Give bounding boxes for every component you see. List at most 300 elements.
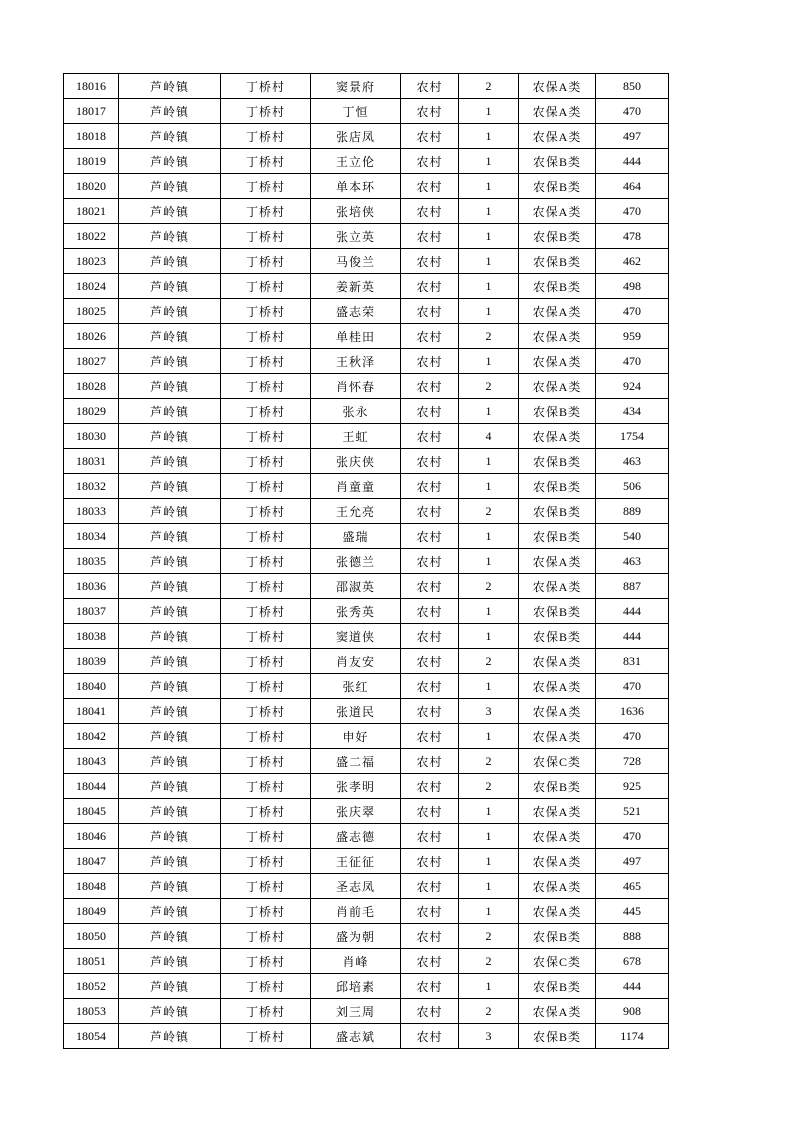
cell-person_name: 盛瑞 <box>311 524 401 549</box>
cell-amount: 887 <box>596 574 669 599</box>
cell-town: 芦岭镇 <box>119 999 221 1024</box>
table-body <box>64 74 669 1049</box>
cell-village: 丁桥村 <box>221 99 311 124</box>
cell-village: 丁桥村 <box>221 349 311 374</box>
cell-village: 丁桥村 <box>221 274 311 299</box>
cell-village: 丁桥村 <box>221 324 311 349</box>
cell-insurance_class: 农保B类 <box>519 149 596 174</box>
cell-amount: 444 <box>596 149 669 174</box>
cell-insurance_class: 农保B类 <box>519 624 596 649</box>
cell-area_type: 农村 <box>401 649 459 674</box>
cell-count: 2 <box>459 324 519 349</box>
cell-area_type: 农村 <box>401 974 459 999</box>
cell-id: 18044 <box>64 774 119 799</box>
cell-town: 芦岭镇 <box>119 724 221 749</box>
table-row <box>64 899 669 924</box>
cell-village: 丁桥村 <box>221 1024 311 1049</box>
cell-area_type: 农村 <box>401 449 459 474</box>
cell-amount: 470 <box>596 299 669 324</box>
cell-village: 丁桥村 <box>221 374 311 399</box>
cell-area_type: 农村 <box>401 524 459 549</box>
cell-person_name: 张店凤 <box>311 124 401 149</box>
cell-village: 丁桥村 <box>221 549 311 574</box>
cell-village: 丁桥村 <box>221 699 311 724</box>
table-row <box>64 399 669 424</box>
cell-count: 2 <box>459 774 519 799</box>
cell-insurance_class: 农保A类 <box>519 699 596 724</box>
cell-village: 丁桥村 <box>221 499 311 524</box>
cell-town: 芦岭镇 <box>119 274 221 299</box>
cell-area_type: 农村 <box>401 274 459 299</box>
cell-amount: 463 <box>596 549 669 574</box>
cell-id: 18017 <box>64 99 119 124</box>
cell-insurance_class: 农保A类 <box>519 724 596 749</box>
cell-id: 18042 <box>64 724 119 749</box>
cell-amount: 463 <box>596 449 669 474</box>
cell-village: 丁桥村 <box>221 774 311 799</box>
cell-insurance_class: 农保B类 <box>519 224 596 249</box>
cell-person_name: 王征征 <box>311 849 401 874</box>
table-row <box>64 124 669 149</box>
table-row <box>64 249 669 274</box>
cell-count: 1 <box>459 799 519 824</box>
cell-amount: 444 <box>596 974 669 999</box>
cell-person_name: 姜新英 <box>311 274 401 299</box>
cell-insurance_class: 农保A类 <box>519 899 596 924</box>
cell-area_type: 农村 <box>401 174 459 199</box>
cell-amount: 540 <box>596 524 669 549</box>
cell-village: 丁桥村 <box>221 399 311 424</box>
table-row <box>64 449 669 474</box>
cell-person_name: 王立伦 <box>311 149 401 174</box>
cell-amount: 444 <box>596 599 669 624</box>
cell-id: 18036 <box>64 574 119 599</box>
cell-person_name: 王允亮 <box>311 499 401 524</box>
table-row <box>64 649 669 674</box>
cell-id: 18034 <box>64 524 119 549</box>
cell-area_type: 农村 <box>401 499 459 524</box>
cell-town: 芦岭镇 <box>119 74 221 99</box>
cell-area_type: 农村 <box>401 899 459 924</box>
cell-town: 芦岭镇 <box>119 549 221 574</box>
cell-person_name: 张道民 <box>311 699 401 724</box>
cell-count: 1 <box>459 149 519 174</box>
cell-insurance_class: 农保B类 <box>519 924 596 949</box>
cell-id: 18039 <box>64 649 119 674</box>
cell-count: 1 <box>459 99 519 124</box>
cell-village: 丁桥村 <box>221 949 311 974</box>
cell-amount: 506 <box>596 474 669 499</box>
cell-insurance_class: 农保A类 <box>519 649 596 674</box>
cell-town: 芦岭镇 <box>119 149 221 174</box>
cell-amount: 888 <box>596 924 669 949</box>
cell-village: 丁桥村 <box>221 449 311 474</box>
cell-area_type: 农村 <box>401 699 459 724</box>
cell-town: 芦岭镇 <box>119 749 221 774</box>
cell-town: 芦岭镇 <box>119 224 221 249</box>
cell-area_type: 农村 <box>401 374 459 399</box>
cell-area_type: 农村 <box>401 674 459 699</box>
cell-id: 18026 <box>64 324 119 349</box>
cell-town: 芦岭镇 <box>119 699 221 724</box>
cell-person_name: 盛为朝 <box>311 924 401 949</box>
table-row <box>64 349 669 374</box>
cell-id: 18021 <box>64 199 119 224</box>
cell-count: 3 <box>459 699 519 724</box>
cell-insurance_class: 农保A类 <box>519 124 596 149</box>
cell-person_name: 刘三周 <box>311 999 401 1024</box>
cell-insurance_class: 农保A类 <box>519 299 596 324</box>
table-row <box>64 299 669 324</box>
cell-town: 芦岭镇 <box>119 849 221 874</box>
cell-village: 丁桥村 <box>221 724 311 749</box>
cell-area_type: 农村 <box>401 399 459 424</box>
cell-id: 18051 <box>64 949 119 974</box>
cell-village: 丁桥村 <box>221 574 311 599</box>
cell-count: 1 <box>459 874 519 899</box>
cell-village: 丁桥村 <box>221 174 311 199</box>
cell-town: 芦岭镇 <box>119 1024 221 1049</box>
cell-town: 芦岭镇 <box>119 499 221 524</box>
cell-count: 1 <box>459 624 519 649</box>
cell-id: 18019 <box>64 149 119 174</box>
cell-area_type: 农村 <box>401 99 459 124</box>
cell-area_type: 农村 <box>401 299 459 324</box>
cell-insurance_class: 农保B类 <box>519 174 596 199</box>
cell-village: 丁桥村 <box>221 924 311 949</box>
table-row <box>64 674 669 699</box>
cell-town: 芦岭镇 <box>119 324 221 349</box>
cell-amount: 470 <box>596 724 669 749</box>
cell-village: 丁桥村 <box>221 299 311 324</box>
cell-id: 18024 <box>64 274 119 299</box>
cell-count: 1 <box>459 674 519 699</box>
cell-town: 芦岭镇 <box>119 199 221 224</box>
table-row <box>64 724 669 749</box>
cell-area_type: 农村 <box>401 224 459 249</box>
cell-insurance_class: 农保A类 <box>519 99 596 124</box>
cell-area_type: 农村 <box>401 924 459 949</box>
cell-town: 芦岭镇 <box>119 349 221 374</box>
cell-id: 18041 <box>64 699 119 724</box>
cell-village: 丁桥村 <box>221 799 311 824</box>
cell-insurance_class: 农保A类 <box>519 849 596 874</box>
cell-area_type: 农村 <box>401 574 459 599</box>
cell-amount: 470 <box>596 99 669 124</box>
cell-id: 18050 <box>64 924 119 949</box>
cell-id: 18052 <box>64 974 119 999</box>
cell-person_name: 单桂田 <box>311 324 401 349</box>
cell-insurance_class: 农保A类 <box>519 874 596 899</box>
cell-amount: 889 <box>596 499 669 524</box>
table-row <box>64 199 669 224</box>
cell-person_name: 单本环 <box>311 174 401 199</box>
table-row <box>64 524 669 549</box>
cell-count: 1 <box>459 474 519 499</box>
cell-insurance_class: 农保A类 <box>519 349 596 374</box>
cell-insurance_class: 农保B类 <box>519 774 596 799</box>
cell-amount: 462 <box>596 249 669 274</box>
cell-count: 1 <box>459 274 519 299</box>
cell-area_type: 农村 <box>401 774 459 799</box>
cell-count: 2 <box>459 499 519 524</box>
cell-person_name: 肖怀春 <box>311 374 401 399</box>
cell-village: 丁桥村 <box>221 874 311 899</box>
cell-area_type: 农村 <box>401 149 459 174</box>
cell-area_type: 农村 <box>401 124 459 149</box>
cell-town: 芦岭镇 <box>119 399 221 424</box>
cell-count: 1 <box>459 399 519 424</box>
cell-village: 丁桥村 <box>221 249 311 274</box>
cell-area_type: 农村 <box>401 949 459 974</box>
cell-id: 18031 <box>64 449 119 474</box>
cell-id: 18032 <box>64 474 119 499</box>
cell-area_type: 农村 <box>401 249 459 274</box>
cell-amount: 850 <box>596 74 669 99</box>
cell-village: 丁桥村 <box>221 749 311 774</box>
cell-town: 芦岭镇 <box>119 824 221 849</box>
cell-id: 18040 <box>64 674 119 699</box>
cell-insurance_class: 农保A类 <box>519 574 596 599</box>
cell-area_type: 农村 <box>401 849 459 874</box>
cell-amount: 831 <box>596 649 669 674</box>
cell-town: 芦岭镇 <box>119 799 221 824</box>
cell-area_type: 农村 <box>401 424 459 449</box>
cell-village: 丁桥村 <box>221 624 311 649</box>
cell-town: 芦岭镇 <box>119 174 221 199</box>
cell-count: 1 <box>459 599 519 624</box>
cell-area_type: 农村 <box>401 999 459 1024</box>
cell-area_type: 农村 <box>401 549 459 574</box>
cell-town: 芦岭镇 <box>119 974 221 999</box>
cell-town: 芦岭镇 <box>119 574 221 599</box>
cell-amount: 925 <box>596 774 669 799</box>
cell-insurance_class: 农保A类 <box>519 549 596 574</box>
table-row <box>64 924 669 949</box>
cell-person_name: 王虹 <box>311 424 401 449</box>
cell-town: 芦岭镇 <box>119 424 221 449</box>
table-row <box>64 999 669 1024</box>
cell-town: 芦岭镇 <box>119 374 221 399</box>
table-row <box>64 324 669 349</box>
cell-id: 18020 <box>64 174 119 199</box>
cell-person_name: 张孝明 <box>311 774 401 799</box>
cell-insurance_class: 农保B类 <box>519 274 596 299</box>
table-row <box>64 599 669 624</box>
cell-town: 芦岭镇 <box>119 899 221 924</box>
table-row <box>64 174 669 199</box>
cell-count: 1 <box>459 524 519 549</box>
cell-area_type: 农村 <box>401 199 459 224</box>
cell-town: 芦岭镇 <box>119 949 221 974</box>
cell-count: 1 <box>459 174 519 199</box>
cell-insurance_class: 农保A类 <box>519 824 596 849</box>
cell-town: 芦岭镇 <box>119 99 221 124</box>
cell-amount: 521 <box>596 799 669 824</box>
cell-id: 18049 <box>64 899 119 924</box>
cell-town: 芦岭镇 <box>119 524 221 549</box>
cell-id: 18038 <box>64 624 119 649</box>
cell-count: 2 <box>459 749 519 774</box>
cell-insurance_class: 农保A类 <box>519 799 596 824</box>
table-row <box>64 99 669 124</box>
cell-town: 芦岭镇 <box>119 874 221 899</box>
cell-count: 2 <box>459 374 519 399</box>
cell-insurance_class: 农保B类 <box>519 449 596 474</box>
cell-area_type: 农村 <box>401 799 459 824</box>
cell-count: 1 <box>459 299 519 324</box>
table-row <box>64 274 669 299</box>
cell-insurance_class: 农保A类 <box>519 999 596 1024</box>
cell-village: 丁桥村 <box>221 149 311 174</box>
cell-town: 芦岭镇 <box>119 924 221 949</box>
cell-area_type: 农村 <box>401 874 459 899</box>
cell-village: 丁桥村 <box>221 474 311 499</box>
cell-village: 丁桥村 <box>221 599 311 624</box>
cell-amount: 445 <box>596 899 669 924</box>
table-row <box>64 949 669 974</box>
cell-insurance_class: 农保B类 <box>519 249 596 274</box>
table-row <box>64 624 669 649</box>
cell-insurance_class: 农保A类 <box>519 424 596 449</box>
cell-count: 1 <box>459 449 519 474</box>
cell-count: 4 <box>459 424 519 449</box>
table-row <box>64 849 669 874</box>
cell-person_name: 盛志荣 <box>311 299 401 324</box>
table-row <box>64 799 669 824</box>
cell-amount: 678 <box>596 949 669 974</box>
cell-id: 18047 <box>64 849 119 874</box>
cell-count: 1 <box>459 849 519 874</box>
cell-area_type: 农村 <box>401 599 459 624</box>
cell-town: 芦岭镇 <box>119 449 221 474</box>
table-row <box>64 874 669 899</box>
cell-person_name: 马俊兰 <box>311 249 401 274</box>
cell-id: 18027 <box>64 349 119 374</box>
cell-village: 丁桥村 <box>221 424 311 449</box>
cell-person_name: 丁恒 <box>311 99 401 124</box>
cell-insurance_class: 农保A类 <box>519 374 596 399</box>
table-row <box>64 74 669 99</box>
cell-count: 2 <box>459 924 519 949</box>
cell-count: 1 <box>459 224 519 249</box>
cell-town: 芦岭镇 <box>119 624 221 649</box>
cell-count: 3 <box>459 1024 519 1049</box>
cell-person_name: 申好 <box>311 724 401 749</box>
cell-insurance_class: 农保C类 <box>519 949 596 974</box>
cell-id: 18043 <box>64 749 119 774</box>
cell-count: 1 <box>459 899 519 924</box>
cell-insurance_class: 农保A类 <box>519 674 596 699</box>
cell-insurance_class: 农保B类 <box>519 524 596 549</box>
cell-person_name: 窦道侠 <box>311 624 401 649</box>
cell-person_name: 张德兰 <box>311 549 401 574</box>
cell-amount: 908 <box>596 999 669 1024</box>
cell-person_name: 张庆翠 <box>311 799 401 824</box>
cell-area_type: 农村 <box>401 1024 459 1049</box>
cell-id: 18033 <box>64 499 119 524</box>
cell-town: 芦岭镇 <box>119 474 221 499</box>
cell-town: 芦岭镇 <box>119 599 221 624</box>
cell-person_name: 窦景府 <box>311 74 401 99</box>
cell-amount: 1636 <box>596 699 669 724</box>
table-row <box>64 699 669 724</box>
cell-amount: 465 <box>596 874 669 899</box>
table-row <box>64 224 669 249</box>
cell-id: 18023 <box>64 249 119 274</box>
cell-count: 1 <box>459 974 519 999</box>
cell-amount: 470 <box>596 199 669 224</box>
cell-person_name: 肖峰 <box>311 949 401 974</box>
cell-area_type: 农村 <box>401 724 459 749</box>
cell-count: 1 <box>459 724 519 749</box>
cell-person_name: 王秋泽 <box>311 349 401 374</box>
cell-person_name: 盛志斌 <box>311 1024 401 1049</box>
cell-amount: 470 <box>596 824 669 849</box>
table-row <box>64 424 669 449</box>
cell-id: 18037 <box>64 599 119 624</box>
table-row <box>64 374 669 399</box>
cell-id: 18030 <box>64 424 119 449</box>
cell-person_name: 圣志凤 <box>311 874 401 899</box>
table-row <box>64 474 669 499</box>
cell-village: 丁桥村 <box>221 524 311 549</box>
cell-town: 芦岭镇 <box>119 124 221 149</box>
cell-amount: 478 <box>596 224 669 249</box>
cell-insurance_class: 农保B类 <box>519 474 596 499</box>
cell-person_name: 盛二福 <box>311 749 401 774</box>
cell-village: 丁桥村 <box>221 899 311 924</box>
cell-village: 丁桥村 <box>221 224 311 249</box>
cell-id: 18048 <box>64 874 119 899</box>
cell-count: 1 <box>459 249 519 274</box>
cell-id: 18022 <box>64 224 119 249</box>
cell-person_name: 张永 <box>311 399 401 424</box>
cell-insurance_class: 农保B类 <box>519 1024 596 1049</box>
cell-village: 丁桥村 <box>221 824 311 849</box>
cell-id: 18053 <box>64 999 119 1024</box>
cell-count: 1 <box>459 549 519 574</box>
cell-count: 1 <box>459 199 519 224</box>
cell-id: 18029 <box>64 399 119 424</box>
table-row <box>64 149 669 174</box>
cell-count: 1 <box>459 824 519 849</box>
cell-village: 丁桥村 <box>221 124 311 149</box>
cell-area_type: 农村 <box>401 349 459 374</box>
cell-person_name: 邱培素 <box>311 974 401 999</box>
cell-town: 芦岭镇 <box>119 249 221 274</box>
cell-person_name: 张庆侠 <box>311 449 401 474</box>
table-row <box>64 774 669 799</box>
cell-amount: 1754 <box>596 424 669 449</box>
cell-count: 2 <box>459 999 519 1024</box>
cell-village: 丁桥村 <box>221 199 311 224</box>
cell-village: 丁桥村 <box>221 74 311 99</box>
cell-id: 18035 <box>64 549 119 574</box>
cell-amount: 497 <box>596 124 669 149</box>
cell-person_name: 张红 <box>311 674 401 699</box>
cell-person_name: 邵淑英 <box>311 574 401 599</box>
cell-id: 18045 <box>64 799 119 824</box>
cell-insurance_class: 农保B类 <box>519 599 596 624</box>
cell-amount: 434 <box>596 399 669 424</box>
cell-area_type: 农村 <box>401 624 459 649</box>
cell-person_name: 肖童童 <box>311 474 401 499</box>
table-row <box>64 749 669 774</box>
table-row <box>64 974 669 999</box>
table-row <box>64 574 669 599</box>
cell-town: 芦岭镇 <box>119 774 221 799</box>
